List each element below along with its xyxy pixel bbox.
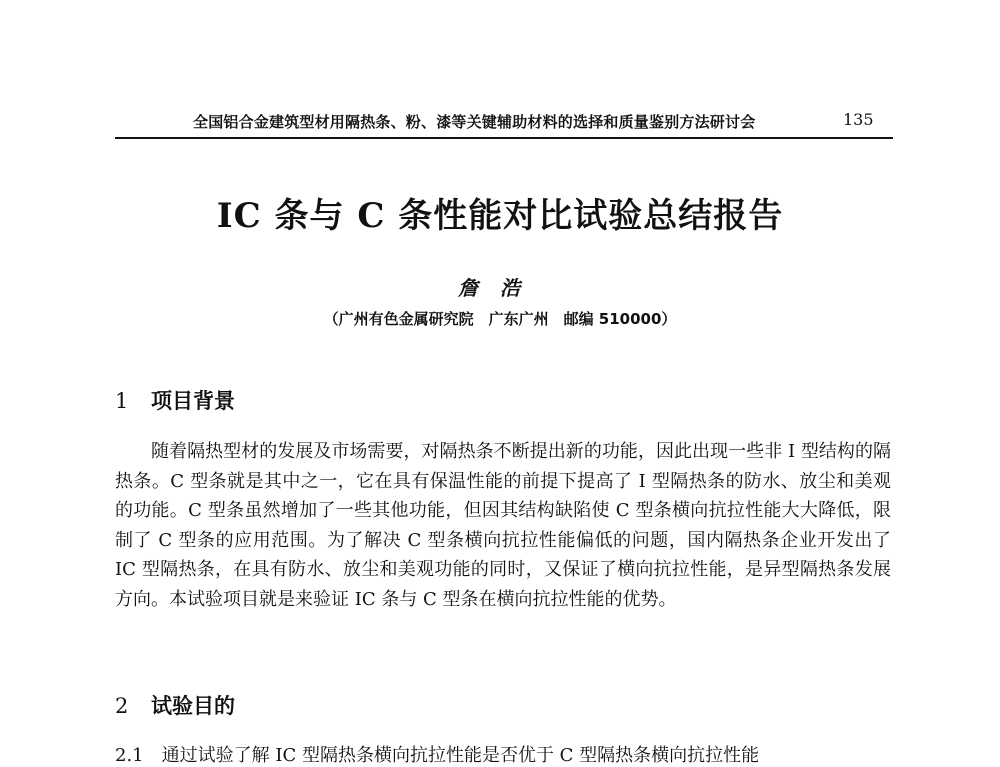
author-affiliation: （广州有色金属研究院 广东广州 邮编 510000）: [323, 310, 677, 328]
section-number: 2: [115, 694, 129, 718]
page-number: 135: [843, 110, 874, 129]
author-name: 詹浩: [458, 276, 542, 300]
section-title: 项目背景: [151, 388, 235, 413]
journal-title: 全国铝合金建筑型材用隔热条、粉、漆等关键辅助材料的选择和质量鉴别方法研讨会: [193, 113, 756, 131]
section-heading-background: [115, 385, 235, 415]
paper-title: IC 条与 C 条性能对比试验总结报告: [216, 196, 784, 236]
running-header: [115, 109, 893, 139]
body-paragraph: 随着隔热型材的发展及市场需要，对隔热条不断提出新的功能，因此出现一些非 I 型结构的隔热条。C 型条就是其中之一，它在具有保温性能的前提下提高了 I 型隔热条的防水、放尘和美观的功能。C 型条虽然增加了一些其他功能，但因其结构缺陷使 C 型条横向抗拉性能大大降低，限制了 C 型条的应用范围。为了解决 C 型条横向抗拉性能偏低的问题，国内隔热条企业开发出了 IC 型隔热条，在具有防水、放尘和美观功能的同时，又保证了横向抗拉性能，是异型隔热条发展方向。本试验项目就是来验证 IC 条与 C 型条在横向抗拉性能的优势。: [115, 441, 891, 610]
section-heading-purpose: [115, 690, 235, 720]
body-line-partial: 2.1 通过试验了解 IC 型隔热条横向抗拉性能是否优于 C 型隔热条横向抗拉性能: [115, 745, 760, 766]
section-title: 试验目的: [151, 693, 235, 718]
section-number: 1: [115, 389, 129, 413]
